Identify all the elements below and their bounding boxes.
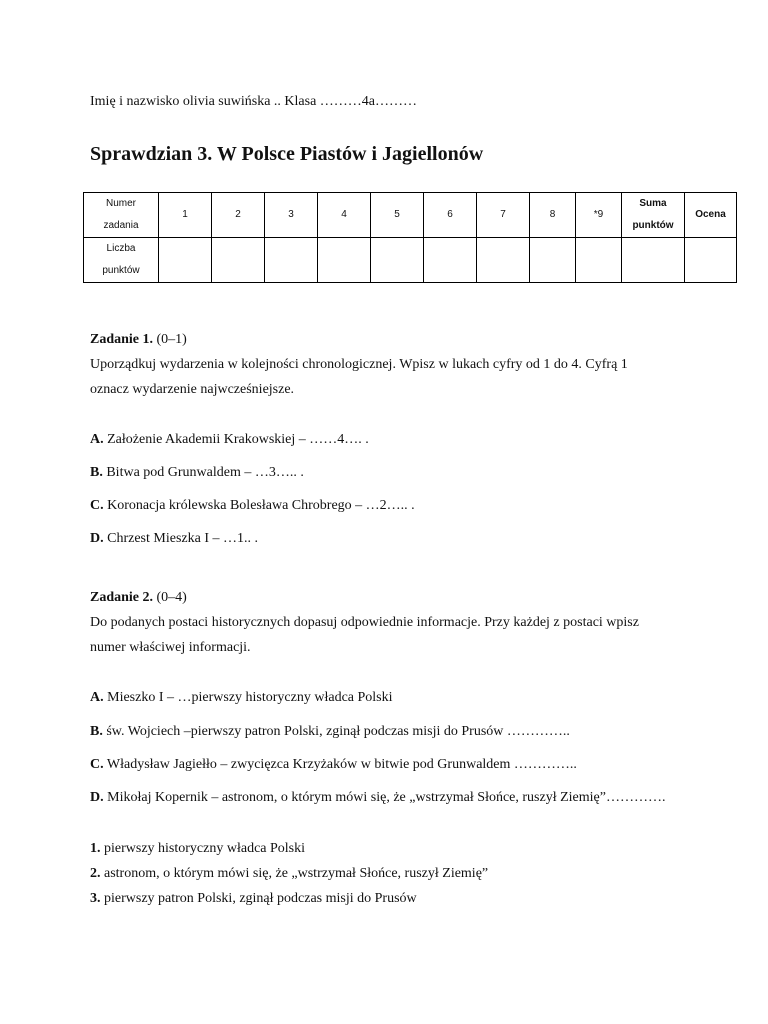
score-table (83, 192, 737, 283)
score-table-header-row (84, 193, 737, 238)
task2-option-2 (90, 865, 488, 883)
item-letter: B. (90, 465, 103, 480)
item-text: Bitwa pod Grunwaldem – …3….. . (102, 465, 304, 480)
student-name-line: Imię i nazwisko olivia suwińska .. Klasa ………4a……… (90, 94, 418, 109)
item-text: Mikołaj Kopernik – astronom, o którym mówi się, że „wstrzymał Słońce, ruszył Ziemię”…………. (103, 790, 666, 805)
option-text: pierwszy historyczny władca Polski (100, 841, 306, 856)
item-letter: A. (90, 690, 104, 705)
task2-points: (0–4) (153, 590, 187, 605)
task2-title: Zadanie 2. (90, 590, 154, 605)
item-text: św. Wojciech –pierwszy patron Polski, zginął podczas misji do Prusów ………….. (102, 724, 570, 739)
task-column-1: 1 (159, 193, 212, 238)
task-column-2: 2 (212, 193, 265, 238)
task1-instruction-1: Uporządkuj wydarzenia w kolejności chronologicznej. Wpisz w lukach cyfry od 1 do 4. Cyfrą 1 (90, 357, 628, 372)
item-text: Chrzest Mieszka I – …1.. . (103, 531, 258, 546)
task2-item-c (90, 756, 577, 774)
points-cell[interactable] (371, 238, 424, 283)
task1-points: (0–1) (153, 332, 187, 347)
page-title: Sprawdzian 3. W Polsce Piastów i Jagiellonów (90, 143, 484, 165)
points-cell[interactable] (212, 238, 265, 283)
option-number: 2. (90, 866, 101, 881)
task1-item-a (90, 431, 369, 449)
option-number: 3. (90, 891, 101, 906)
points-cell[interactable] (530, 238, 576, 283)
task-column-5: 5 (371, 193, 424, 238)
item-letter: B. (90, 724, 103, 739)
option-number: 1. (90, 841, 101, 856)
item-letter: D. (90, 790, 104, 805)
points-cell[interactable] (576, 238, 622, 283)
grade-header: Ocena (685, 193, 737, 238)
task-number-header (84, 193, 159, 238)
score-table-points-row (84, 238, 737, 283)
task1-heading (90, 331, 187, 349)
item-letter: C. (90, 757, 104, 772)
task-column-8: 8 (530, 193, 576, 238)
points-cell[interactable] (265, 238, 318, 283)
sum-points-cell[interactable] (622, 238, 685, 283)
points-cell[interactable] (159, 238, 212, 283)
task-column-4: 4 (318, 193, 371, 238)
points-cell[interactable] (477, 238, 530, 283)
task2-option-1 (90, 840, 305, 858)
points-cell[interactable] (318, 238, 371, 283)
option-text: astronom, o którym mówi się, że „wstrzymał Słońce, ruszył Ziemię” (100, 866, 489, 881)
sum-header-line2: punktów (632, 220, 674, 231)
task-number-header-line2: zadania (103, 220, 139, 231)
item-letter: C. (90, 498, 104, 513)
task1-instruction-2: oznacz wydarzenie najwcześniejsze. (90, 382, 295, 397)
task1-item-d (90, 530, 258, 548)
option-text: pierwszy patron Polski, zginął podczas misji do Prusów (100, 891, 417, 906)
task-column-6: 6 (424, 193, 477, 238)
points-row-header (84, 238, 159, 283)
task2-option-3 (90, 890, 417, 908)
item-text: Koronacja królewska Bolesława Chrobrego – …2….. . (103, 498, 415, 513)
task-column-9: *9 (576, 193, 622, 238)
sum-points-header (622, 193, 685, 238)
task-column-3: 3 (265, 193, 318, 238)
task-column-7: 7 (477, 193, 530, 238)
task2-heading (90, 589, 187, 607)
task2-instruction-2: numer właściwej informacji. (90, 640, 251, 655)
item-text: Założenie Akademii Krakowskiej – ……4…. . (103, 432, 369, 447)
task1-title: Zadanie 1. (90, 332, 154, 347)
task2-item-a (90, 689, 393, 707)
task1-item-b (90, 464, 304, 482)
task1-item-c (90, 497, 415, 515)
grade-cell[interactable] (685, 238, 737, 283)
task2-instruction-1: Do podanych postaci historycznych dopasuj odpowiednie informacje. Przy każdej z postaci wpisz (90, 615, 639, 630)
task2-item-d (90, 789, 665, 807)
item-letter: A. (90, 432, 104, 447)
item-text: Władysław Jagiełło – zwycięzca Krzyżaków w bitwie pod Grunwaldem ………….. (103, 757, 577, 772)
item-text: Mieszko I – …pierwszy historyczny władca Polski (103, 690, 393, 705)
task-number-header-line1: Numer (105, 198, 136, 209)
task2-item-b (90, 723, 570, 741)
points-cell[interactable] (424, 238, 477, 283)
item-letter: D. (90, 531, 104, 546)
points-header-line2: punktów (102, 265, 140, 276)
points-header-line1: Liczba (106, 243, 136, 254)
sum-header-line1: Suma (639, 198, 667, 209)
